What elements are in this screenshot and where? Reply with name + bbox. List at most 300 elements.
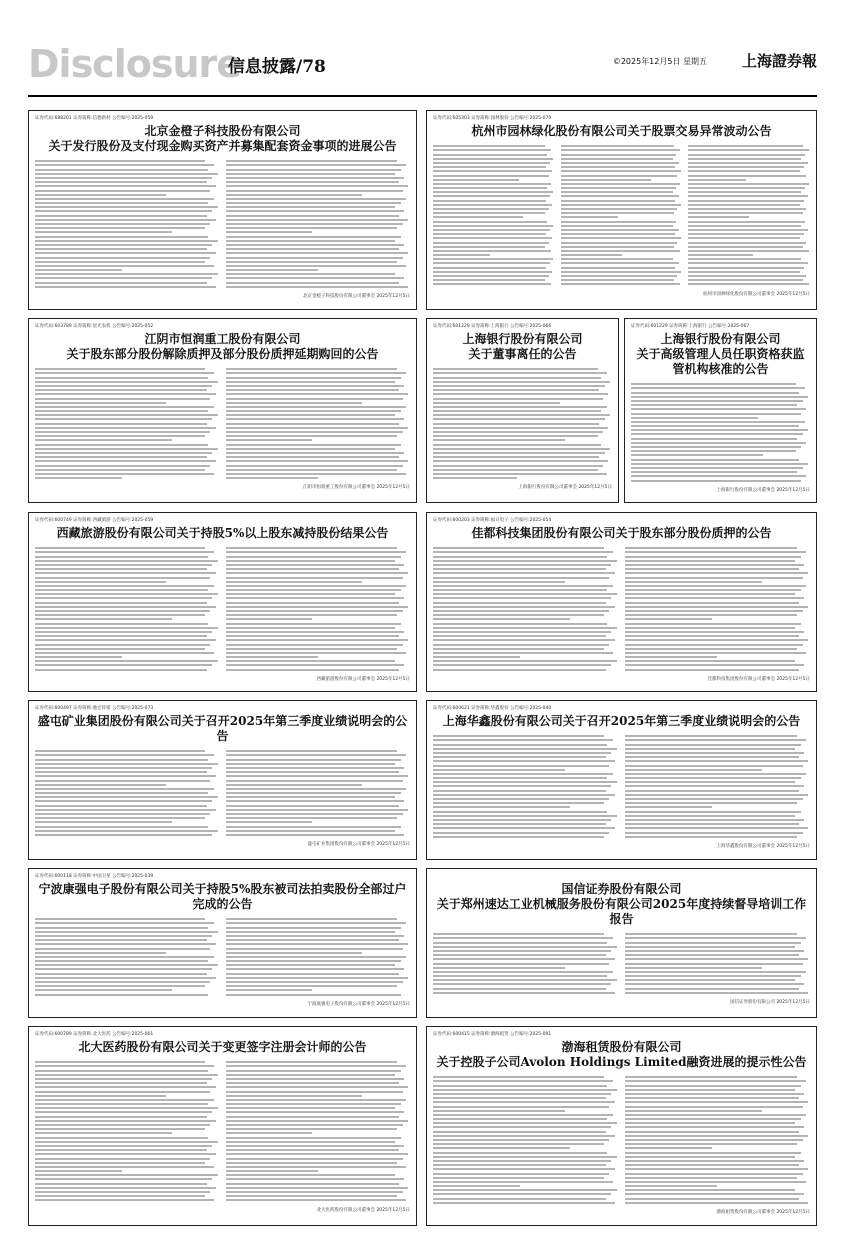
text-line (688, 216, 749, 218)
text-line (625, 1181, 807, 1183)
text-line (35, 759, 208, 761)
text-line (226, 648, 398, 650)
notice-block (28, 318, 417, 503)
text-line (433, 460, 608, 462)
notice-title: 北京金橙子科技股份有限公司 关于发行股份及支付现金购买资产并募集配套资金事项的进展公告 (48, 124, 397, 153)
text-line (433, 439, 565, 441)
text-line (561, 204, 681, 206)
text-line (35, 1178, 212, 1180)
text-line (226, 614, 398, 616)
text-line (226, 943, 409, 945)
text-line (226, 948, 403, 950)
text-line (35, 656, 122, 658)
text-line (226, 257, 403, 259)
text-line (35, 660, 218, 662)
text-line (433, 368, 598, 370)
text-line (688, 229, 807, 231)
text-line (226, 644, 403, 646)
text-line (35, 206, 218, 208)
text-line (226, 759, 401, 761)
text-line (226, 194, 363, 196)
text-line (35, 560, 218, 562)
text-line (625, 639, 809, 641)
notice-signature: 北大医药股份有限公司董事会 2025年12月5日 (316, 1207, 410, 1213)
text-line (433, 1110, 565, 1112)
text-line (625, 627, 796, 629)
text-line (35, 648, 205, 650)
text-line (35, 960, 208, 962)
notice-signature: 西藏旅游股份有限公司董事会 2025年12月5日 (316, 676, 410, 682)
text-line (625, 769, 762, 771)
text-line (35, 985, 205, 987)
text-line (433, 623, 607, 625)
text-line (226, 1091, 403, 1093)
text-line (226, 1128, 398, 1130)
text-line (433, 798, 609, 800)
text-line (226, 669, 399, 671)
text-line (226, 597, 405, 599)
text-line (688, 250, 808, 252)
text-line (561, 267, 675, 269)
notice-meta: 证券代码:600621 证券简称:华鑫股份 公告编号:2025-040 (433, 706, 552, 711)
text-line (226, 240, 396, 242)
text-line (433, 191, 553, 193)
text-line (226, 796, 396, 798)
text-line (35, 231, 172, 233)
text-line (226, 763, 396, 765)
text-line (35, 1170, 122, 1172)
text-line (433, 1164, 606, 1166)
text-line (625, 971, 807, 973)
text-line (35, 931, 218, 933)
text-line (433, 452, 605, 454)
text-line (631, 433, 803, 435)
text-line (35, 210, 212, 212)
notice-title: 西藏旅游股份有限公司关于持股5%以上股东减持股份结果公告 (56, 526, 389, 540)
text-line (226, 1061, 398, 1063)
text-line (226, 1120, 409, 1122)
text-line (625, 823, 799, 825)
text-line (433, 585, 613, 587)
text-line (35, 435, 205, 437)
text-line (625, 798, 803, 800)
text-line (433, 195, 550, 197)
text-line (433, 1126, 611, 1128)
text-line (688, 271, 800, 273)
text-line (561, 216, 618, 218)
text-line (625, 1101, 809, 1103)
text-line (561, 283, 680, 285)
text-line (35, 652, 214, 654)
text-line (631, 392, 799, 394)
text-line (226, 792, 401, 794)
text-line (433, 212, 545, 214)
text-line (631, 471, 797, 473)
text-line (433, 1160, 611, 1162)
text-line (625, 1168, 809, 1170)
text-line (35, 1187, 216, 1189)
text-line (35, 614, 205, 616)
text-line (433, 639, 615, 641)
text-line (433, 175, 549, 177)
text-line (226, 767, 405, 769)
text-line (433, 1202, 615, 1204)
text-line (561, 166, 675, 168)
text-line (433, 635, 606, 637)
text-line (226, 551, 407, 553)
notice-signature: 上海华鑫股份有限公司董事会 2025年12月5日 (716, 843, 810, 849)
text-line (433, 769, 565, 771)
text-line (226, 1183, 399, 1185)
text-line (433, 271, 552, 273)
notice-block (28, 1026, 417, 1226)
notice-signature: 国信证券股份有限公司 2025年12月5日 (730, 1000, 810, 1005)
text-line (35, 385, 212, 387)
text-line (688, 175, 806, 177)
text-line (433, 1143, 604, 1145)
text-line (226, 593, 396, 595)
text-line (433, 614, 604, 616)
text-line (35, 585, 214, 587)
text-line (631, 413, 801, 415)
text-line (625, 1202, 809, 1204)
text-line (35, 564, 212, 566)
text-line (688, 158, 801, 160)
text-line (631, 425, 799, 427)
text-line (226, 1074, 396, 1076)
text-line (625, 827, 809, 829)
text-line (631, 438, 797, 440)
text-line (226, 977, 409, 979)
text-line (433, 1106, 609, 1108)
text-line (625, 644, 803, 646)
text-line (433, 806, 570, 808)
text-line (35, 669, 207, 671)
text-line (35, 763, 218, 765)
text-line (35, 465, 210, 467)
text-line (625, 933, 798, 935)
text-line (433, 221, 547, 223)
text-line (688, 191, 801, 193)
text-line (625, 610, 803, 612)
text-line (226, 775, 409, 777)
text-line (35, 1070, 208, 1072)
text-line (226, 1103, 401, 1105)
text-line (35, 939, 207, 941)
text-line (433, 170, 552, 172)
notice-block (28, 700, 417, 860)
text-line (625, 1152, 801, 1154)
text-line (226, 1111, 405, 1113)
text-line (226, 402, 363, 404)
text-line (35, 973, 207, 975)
text-line (631, 387, 805, 389)
text-line (625, 954, 799, 956)
text-line (35, 1141, 218, 1143)
text-line (226, 1082, 399, 1084)
text-line (226, 1099, 407, 1101)
text-line (226, 227, 398, 229)
text-line (625, 551, 807, 553)
text-line (433, 377, 601, 379)
text-line (226, 282, 399, 284)
text-line (226, 372, 407, 374)
text-line (433, 992, 615, 994)
text-line (226, 169, 401, 171)
text-line (35, 244, 212, 246)
text-line (625, 773, 807, 775)
notice-title: 北大医药股份有限公司关于变更签字注册会计师的公告 (78, 1040, 367, 1054)
text-line (625, 1118, 801, 1120)
text-line (35, 190, 210, 192)
notice-meta: 证券代码:600118 证券简称:中国卫星 公告编号:2025-039 (35, 874, 154, 879)
text-line (226, 1137, 401, 1139)
text-line (226, 821, 313, 823)
text-line (625, 958, 809, 960)
text-line (226, 1065, 407, 1067)
text-line (35, 943, 216, 945)
text-line (35, 1158, 210, 1160)
text-line (35, 368, 205, 370)
text-line (35, 1074, 218, 1076)
text-line (631, 417, 758, 419)
text-line (35, 444, 208, 446)
notice-signature: 杭州市园林绿化股份有限公司董事会 2025年12月5日 (703, 291, 810, 297)
text-line (35, 372, 214, 374)
text-line (226, 444, 401, 446)
notice-block (624, 318, 817, 503)
text-line (226, 223, 403, 225)
text-line (433, 1181, 613, 1183)
text-line (433, 1152, 607, 1154)
text-line (35, 185, 216, 187)
text-line (433, 279, 545, 281)
text-line (625, 602, 799, 604)
text-line (433, 564, 611, 566)
text-line (433, 1101, 615, 1103)
text-line (35, 227, 205, 229)
text-line (631, 454, 763, 456)
text-line (561, 179, 651, 181)
text-line (226, 1178, 405, 1180)
text-line (433, 1114, 613, 1116)
text-line (433, 811, 607, 813)
text-line (625, 652, 807, 654)
notice-title: 上海银行股份有限公司 关于高级管理人员任职资格获监管机构核准的公告 (636, 332, 805, 376)
text-line (561, 183, 680, 185)
text-line (226, 568, 399, 570)
text-line (226, 473, 407, 475)
text-line (688, 162, 807, 164)
notice-meta: 证券代码:688201 证券简称:信德新材 公告编号:2025-059 (35, 116, 154, 121)
text-line (35, 1195, 205, 1197)
text-line (625, 635, 799, 637)
text-line (561, 262, 679, 264)
text-line (688, 154, 805, 156)
text-line (35, 240, 218, 242)
text-line (625, 1198, 799, 1200)
text-line (35, 1082, 207, 1084)
text-line (625, 781, 796, 783)
text-line (625, 1156, 796, 1158)
text-line (625, 802, 798, 804)
text-line (433, 988, 606, 990)
text-line (433, 946, 617, 948)
text-line (35, 448, 218, 450)
text-line (688, 262, 807, 264)
text-line (226, 639, 409, 641)
text-line (433, 410, 601, 412)
text-line (433, 648, 604, 650)
text-line (35, 952, 166, 954)
text-line (35, 1078, 212, 1080)
text-line (433, 1189, 617, 1191)
text-line (631, 383, 796, 385)
text-line (625, 1076, 798, 1078)
text-line (625, 992, 809, 994)
text-line (226, 273, 396, 275)
notice-block (426, 110, 817, 310)
text-line (35, 809, 216, 811)
notice-meta: 证券代码:601229 证券简称:上海银行 公告编号:2025-066 (433, 324, 552, 329)
text-line (226, 560, 396, 562)
text-line (625, 1093, 805, 1095)
text-line (433, 954, 606, 956)
text-line (35, 1162, 205, 1164)
text-line (433, 610, 609, 612)
text-line (433, 827, 615, 829)
text-line (433, 572, 615, 574)
text-line (688, 212, 802, 214)
text-line (433, 752, 611, 754)
text-line (561, 279, 674, 281)
notice-block (28, 868, 417, 1018)
text-line (433, 773, 613, 775)
text-line (433, 975, 607, 977)
text-line (625, 1139, 803, 1141)
text-line (226, 809, 409, 811)
text-line (35, 918, 205, 920)
text-line (226, 968, 405, 970)
text-line (226, 173, 396, 175)
text-line (433, 1135, 615, 1137)
text-line (433, 242, 549, 244)
text-line (35, 1199, 214, 1201)
text-line (226, 800, 405, 802)
text-line (688, 258, 801, 260)
text-line (625, 1189, 796, 1191)
notice-signature: 江阴市恒润重工股份有限公司董事会 2025年12月5日 (303, 485, 410, 491)
text-line (226, 1162, 398, 1164)
text-line (35, 602, 207, 604)
notice-block (426, 1026, 817, 1226)
text-line (625, 560, 796, 562)
text-line (226, 244, 405, 246)
text-line (226, 190, 403, 192)
text-line (226, 750, 398, 752)
text-line (35, 994, 208, 996)
notice-title: 上海银行股份有限公司 关于董事离任的公告 (462, 332, 583, 361)
masthead (28, 40, 817, 90)
text-line (625, 1177, 798, 1179)
text-line (561, 195, 679, 197)
text-line (433, 246, 545, 248)
text-line (226, 780, 403, 782)
text-line (688, 208, 806, 210)
text-line (226, 652, 407, 654)
text-line (433, 448, 610, 450)
text-line (433, 1185, 520, 1187)
text-line (226, 231, 313, 233)
text-line (226, 236, 401, 238)
text-line (35, 1124, 210, 1126)
notice-title: 佳都科技集团股份有限公司关于股东部分股份质押的公告 (471, 526, 772, 540)
text-line (433, 145, 545, 147)
text-line (35, 173, 218, 175)
text-line (35, 927, 208, 929)
text-line (35, 202, 208, 204)
text-line (226, 826, 401, 828)
text-line (35, 1153, 216, 1155)
text-line (433, 963, 609, 965)
text-line (226, 939, 399, 941)
text-line (35, 248, 207, 250)
text-line (433, 606, 615, 608)
text-line (35, 968, 212, 970)
text-line (226, 931, 396, 933)
text-line (35, 956, 214, 958)
text-line (226, 248, 399, 250)
text-line (625, 614, 798, 616)
text-line (35, 631, 212, 633)
text-line (226, 477, 318, 479)
text-line (561, 250, 680, 252)
text-line (226, 602, 399, 604)
text-line (561, 191, 673, 193)
text-line (631, 467, 803, 469)
notice-block (426, 318, 619, 503)
text-line (433, 154, 547, 156)
text-line (625, 937, 807, 939)
text-line (433, 1093, 611, 1095)
text-line (688, 183, 808, 185)
text-line (625, 597, 805, 599)
text-line (433, 254, 490, 256)
text-line (625, 581, 762, 583)
text-line (625, 739, 807, 741)
text-line (631, 421, 805, 423)
text-line (35, 277, 212, 279)
text-line (226, 813, 403, 815)
text-line (433, 381, 610, 383)
notice-meta: 证券代码:601229 证券简称:上海银行 公告编号:2025-067 (631, 324, 750, 329)
text-line (561, 242, 678, 244)
text-line (35, 194, 166, 196)
text-line (35, 423, 207, 425)
text-line (226, 585, 407, 587)
text-line (226, 1086, 409, 1088)
text-line (35, 1191, 210, 1193)
text-line (433, 473, 607, 475)
section-title: 信息披露/78 (228, 57, 326, 77)
notice-signature: 上海银行股份有限公司董事会 2025年12月5日 (716, 487, 810, 493)
text-line (226, 1170, 318, 1172)
text-line (625, 589, 801, 591)
text-line (433, 547, 604, 549)
text-line (226, 286, 409, 288)
text-line (35, 627, 218, 629)
text-line (226, 788, 407, 790)
